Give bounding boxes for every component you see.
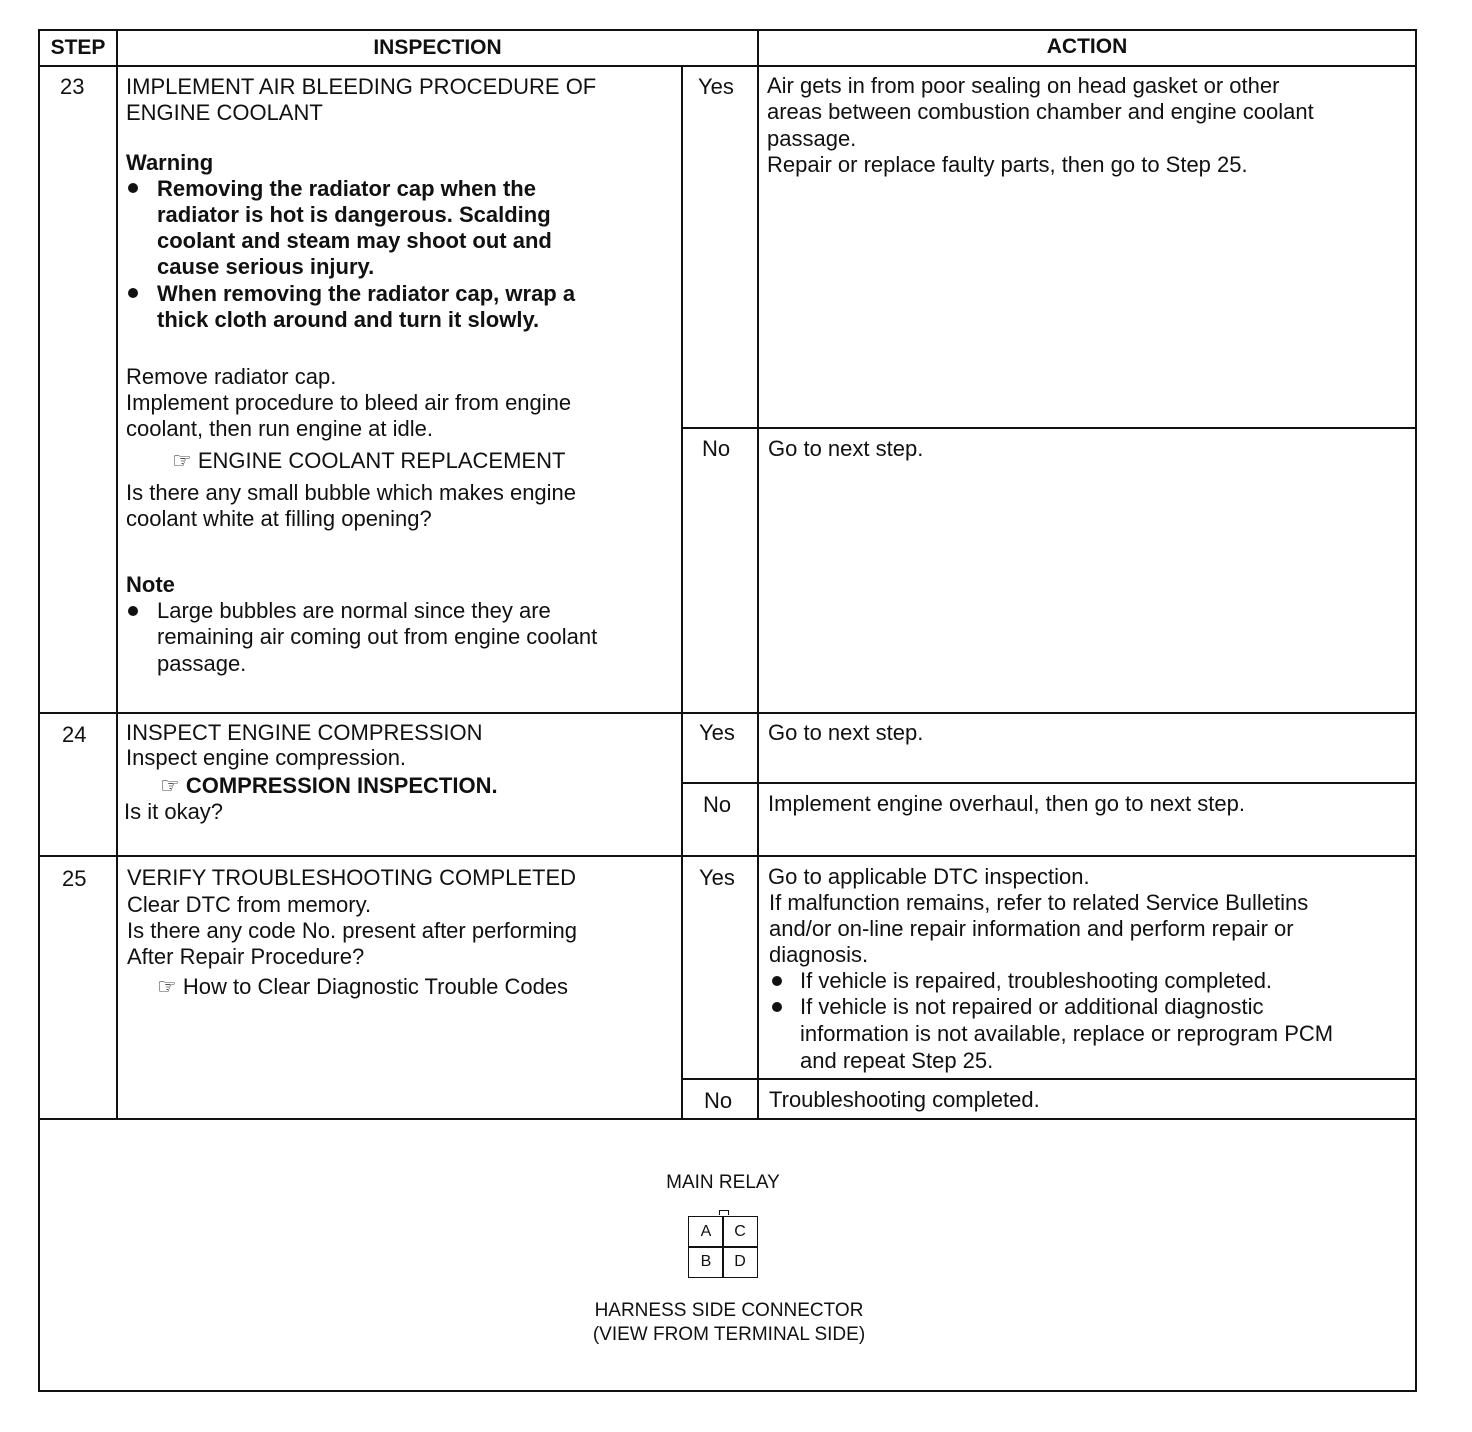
inspection-result-divider xyxy=(681,65,683,1119)
warning-text-line: When removing the radiator cap, wrap a xyxy=(157,281,576,306)
step-number: 23 xyxy=(60,74,85,99)
reference-text: ENGINE COOLANT REPLACEMENT xyxy=(197,448,566,473)
row25-yes-no-divider xyxy=(681,1078,1416,1080)
action-line: Go to applicable DTC inspection. xyxy=(768,864,1090,889)
action-line: and/or on-line repair information and perform repair or xyxy=(769,916,1294,941)
inspection-title-line: ENGINE COOLANT xyxy=(126,100,323,125)
result-yes: Yes xyxy=(698,74,734,99)
step-number: 24 xyxy=(62,722,87,747)
action-line: Troubleshooting completed. xyxy=(769,1087,1040,1112)
terminal-a: A xyxy=(688,1216,724,1248)
action-line: If malfunction remains, refer to related Service Bulletins xyxy=(769,890,1309,915)
inspection-question-line: coolant white at filling opening? xyxy=(126,506,432,531)
inspection-body-line: After Repair Procedure? xyxy=(127,944,365,969)
result-no: No xyxy=(704,1088,733,1113)
action-bullet-line: If vehicle is not repaired or additional diagnostic xyxy=(800,994,1264,1019)
bullet-dot-icon xyxy=(772,976,782,986)
inspection-title: VERIFY TROUBLESHOOTING COMPLETED xyxy=(127,865,577,890)
inspection-title: INSPECT ENGINE COMPRESSION xyxy=(126,720,483,745)
bullet-dot-icon xyxy=(128,606,138,616)
inspection-body-line: Remove radiator cap. xyxy=(126,364,337,389)
step-column-divider xyxy=(116,29,118,1119)
connector-diagram xyxy=(686,1214,764,1278)
diagram-caption-line: (VIEW FROM TERMINAL SIDE) xyxy=(592,1324,866,1345)
row-divider-24-25 xyxy=(38,855,1416,857)
inspection-body-line: Is there any code No. present after performing xyxy=(127,918,578,943)
reference-link xyxy=(172,448,565,475)
step-number: 25 xyxy=(62,866,87,891)
bullet-dot-icon xyxy=(128,288,138,298)
inspection-question: Is it okay? xyxy=(124,799,224,824)
bullet-dot-icon xyxy=(128,183,138,193)
note-text-line: remaining air coming out from engine coolant xyxy=(157,624,598,649)
action-line: Go to next step. xyxy=(768,436,924,461)
connector-latch xyxy=(719,1210,729,1215)
result-no: No xyxy=(702,436,731,461)
header-inspection: INSPECTION xyxy=(373,36,502,59)
header-action: ACTION xyxy=(1046,35,1128,58)
action-line: Implement engine overhaul, then go to next step. xyxy=(768,791,1245,816)
result-no: No xyxy=(703,792,732,817)
table-border-left xyxy=(38,29,40,1392)
inspection-body-line: coolant, then run engine at idle. xyxy=(126,416,434,441)
table-diagram-divider xyxy=(38,1118,1416,1120)
action-line: diagnosis. xyxy=(769,942,869,967)
row23-yes-no-divider xyxy=(681,427,1416,429)
reference-text: How to Clear Diagnostic Trouble Codes xyxy=(182,974,569,999)
header-step: STEP xyxy=(50,36,106,59)
pointing-hand-icon: ☞ xyxy=(157,974,177,999)
reference-text: COMPRESSION INSPECTION. xyxy=(185,773,498,798)
action-line: passage. xyxy=(767,126,857,151)
note-text-line: passage. xyxy=(157,651,247,676)
inspection-question-line: Is there any small bubble which makes engine xyxy=(126,480,577,505)
diagram-title: MAIN RELAY xyxy=(666,1172,780,1193)
action-bullet-line: If vehicle is repaired, troubleshooting completed. xyxy=(800,968,1273,993)
terminal-c: C xyxy=(722,1216,758,1248)
bullet-dot-icon xyxy=(772,1002,782,1012)
warning-text-line: radiator is hot is dangerous. Scalding xyxy=(157,202,551,227)
inspection-title-line: IMPLEMENT AIR BLEEDING PROCEDURE OF xyxy=(126,74,597,99)
note-label: Note xyxy=(126,572,175,597)
action-column-divider xyxy=(757,29,759,1119)
note-text-line: Large bubbles are normal since they are xyxy=(157,598,551,623)
inspection-body: Inspect engine compression. xyxy=(126,745,407,770)
warning-text-line: cause serious injury. xyxy=(157,254,375,279)
pointing-hand-icon: ☞ xyxy=(172,448,192,473)
terminal-d: D xyxy=(722,1246,758,1278)
diagram-caption-line: HARNESS SIDE CONNECTOR xyxy=(594,1300,864,1321)
header-divider xyxy=(38,65,1416,67)
warning-label: Warning xyxy=(126,150,214,175)
inspection-body-line: Implement procedure to bleed air from engine xyxy=(126,390,572,415)
pointing-hand-icon: ☞ xyxy=(160,773,180,798)
warning-text-line: Removing the radiator cap when the xyxy=(157,176,536,201)
row24-yes-no-divider xyxy=(681,782,1416,784)
action-line: Go to next step. xyxy=(768,720,924,745)
terminal-b: B xyxy=(688,1246,724,1278)
table-border-bottom xyxy=(38,1390,1417,1392)
action-line: areas between combustion chamber and engine coolant xyxy=(767,99,1314,124)
warning-text-line: coolant and steam may shoot out and xyxy=(157,228,552,253)
inspection-body-line: Clear DTC from memory. xyxy=(127,892,372,917)
action-bullet-line: information is not available, replace or reprogram PCM xyxy=(800,1021,1334,1046)
warning-text-line: thick cloth around and turn it slowly. xyxy=(157,307,540,332)
action-line: Air gets in from poor sealing on head gasket or other xyxy=(767,73,1280,98)
row-divider-23-24 xyxy=(38,712,1416,714)
result-yes: Yes xyxy=(699,865,735,890)
action-bullet-line: and repeat Step 25. xyxy=(800,1048,994,1073)
reference-link xyxy=(160,773,498,800)
table-border-right xyxy=(1415,29,1417,1392)
reference-link xyxy=(157,974,568,1001)
result-yes: Yes xyxy=(699,720,735,745)
action-line: Repair or replace faulty parts, then go to Step 25. xyxy=(767,152,1248,177)
